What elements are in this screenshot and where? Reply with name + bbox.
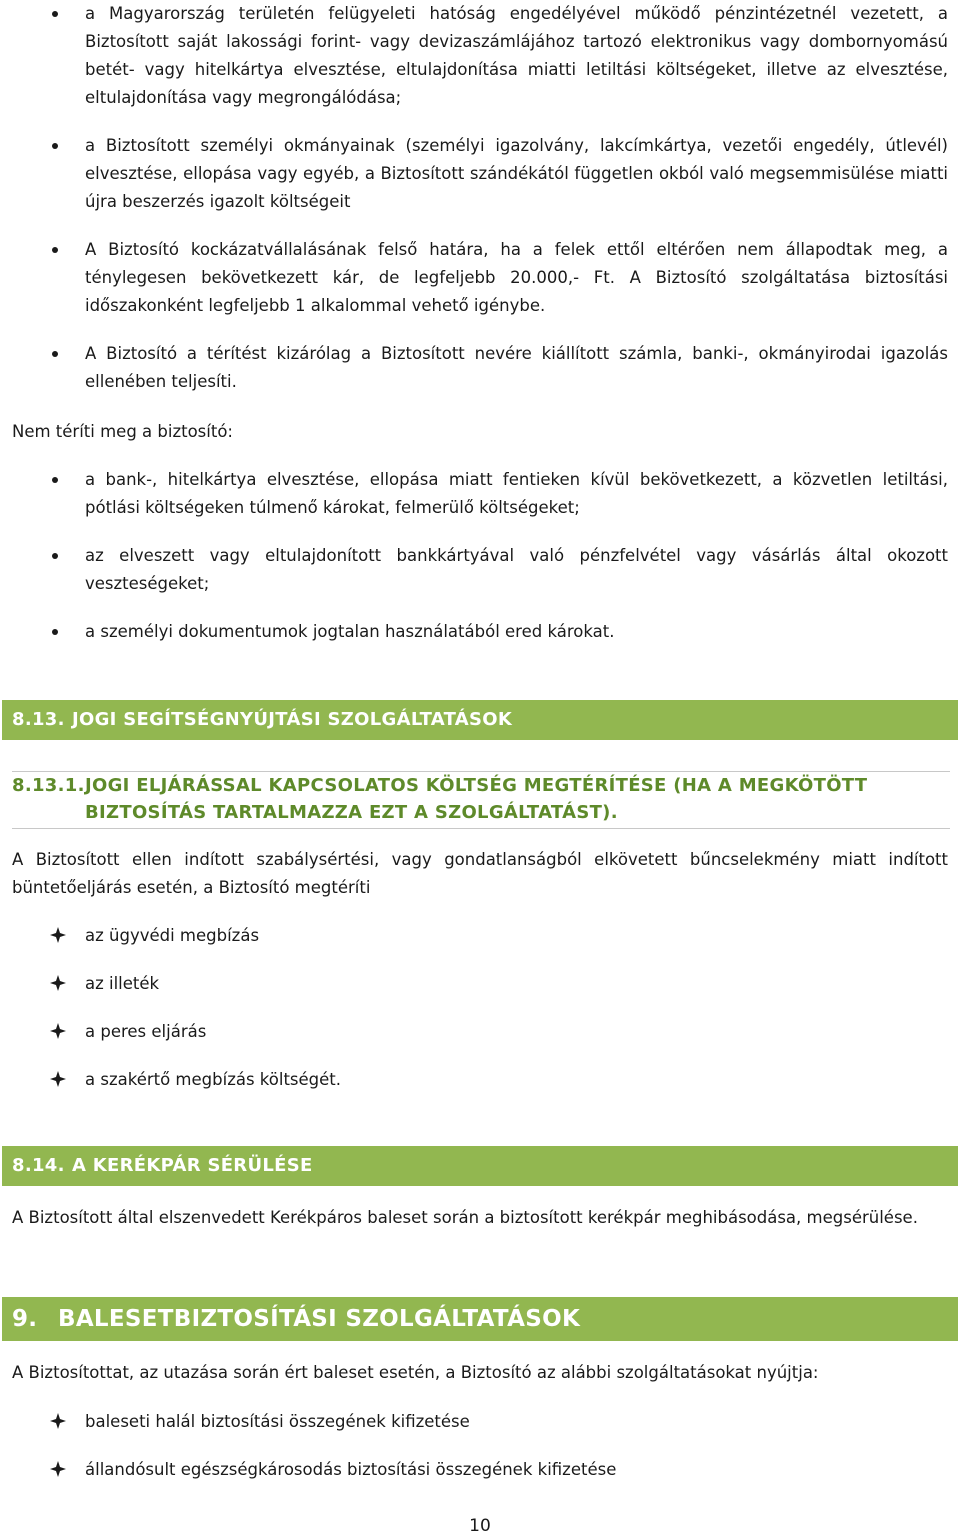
list-item xyxy=(0,542,960,598)
list-item-text: a személyi dokumentumok jogtalan használatából ered károkat. xyxy=(85,622,615,641)
list-item xyxy=(0,1018,960,1046)
subsection-heading-8-13-1 xyxy=(12,771,950,829)
list-item-text: a peres eljárás xyxy=(85,1022,207,1041)
subsection-number: 8.13.1. xyxy=(12,775,85,796)
bullet-dot-icon xyxy=(52,553,58,559)
bullet-dot-icon xyxy=(52,477,58,483)
section-heading-8-14 xyxy=(2,1146,958,1186)
list-item-text: a Magyarország területén felügyeleti hatóság engedélyével működő pénzintézetnél vezetett, a Biztosított saját lakossági forint- vagy devizaszámlájához tartozó elektronikus vagy dombornyomású betét- vagy hitelkártya elvesztése, eltulajdonítása miatti letiltási költségeket, illetve az elvesztése, eltulajdonítása vagy megrongálódása; xyxy=(85,4,948,107)
diamond-bullet-icon xyxy=(50,975,66,991)
list-item-text: a Biztosított személyi okmányainak (személyi igazolvány, lakcímkártya, vezetői engedély, útlevél) elvesztése, ellopása vagy egyéb, a Biztosított szándékától független okból való megsemmisülése miatti újra beszerzés igazolt költségeit xyxy=(85,136,948,211)
list-item xyxy=(0,132,960,216)
bullet-dot-icon xyxy=(52,11,58,17)
bullet-dot-icon xyxy=(52,247,58,253)
section-title: BALESETBIZTOSÍTÁSI SZOLGÁLTATÁSOK xyxy=(58,1306,581,1332)
list-item-text: A Biztosító kockázatvállalásának felső határa, ha a felek ettől eltérően nem állapodtak meg, a ténylegesen bekövetkezett kár, de legfeljebb 20.000,- Ft. A Biztosító szolgáltatása biztosítási időszakonként legfeljebb 1 alkalommal vehető igénybe. xyxy=(85,240,948,315)
page-number: 10 xyxy=(469,1516,491,1536)
legal-intro: A Biztosított ellen indított szabálysértési, vagy gondatlanságból elkövetett bűncselekmény miatt indított büntetőeljárás esetén, a Biztosító megtéríti xyxy=(12,850,948,897)
list-item-text: az illeték xyxy=(85,974,160,993)
coverage-list xyxy=(0,0,960,396)
list-item-text: baleseti halál biztosítási összegének kifizetése xyxy=(85,1412,470,1431)
list-item-text: a szakértő megbízás költségét. xyxy=(85,1070,342,1089)
section-title: JOGI SEGÍTSÉGNYÚJTÁSI SZOLGÁLTATÁSOK xyxy=(72,709,513,730)
diamond-bullet-icon xyxy=(50,1413,66,1429)
accident-services-list xyxy=(0,1408,960,1484)
diamond-bullet-icon xyxy=(50,1071,66,1087)
list-item-text: állandósult egészségkárosodás biztosítási összegének kifizetése xyxy=(85,1460,617,1479)
list-item xyxy=(0,618,960,646)
list-item xyxy=(0,340,960,396)
list-item xyxy=(0,1066,960,1094)
exclusion-list xyxy=(0,466,960,646)
section-title: A KERÉKPÁR SÉRÜLÉSE xyxy=(72,1155,313,1176)
list-item xyxy=(0,236,960,320)
bullet-dot-icon xyxy=(52,351,58,357)
legal-cost-list xyxy=(0,922,960,1094)
bike-damage-text: A Biztosított által elszenvedett Kerékpáros baleset során a biztosított kerékpár meghibásodása, megsérülése. xyxy=(12,1208,918,1227)
list-item-text: az ügyvédi megbízás xyxy=(85,926,260,945)
section-heading-9 xyxy=(2,1297,958,1341)
list-item xyxy=(0,1456,960,1484)
subsection-title: JOGI ELJÁRÁSSAL KAPCSOLATOS KÖLTSÉG MEGTÉRÍTÉSE (HA A MEGKÖTÖTT BIZTOSÍTÁS TARTALMAZZA EZT A SZOLGÁLTATÁST). xyxy=(85,775,868,823)
not-covered-intro: Nem téríti meg a biztosító: xyxy=(12,422,233,441)
section-number: 8.14. xyxy=(12,1155,65,1176)
list-item xyxy=(0,0,960,112)
diamond-bullet-icon xyxy=(50,927,66,943)
diamond-bullet-icon xyxy=(50,1461,66,1477)
diamond-bullet-icon xyxy=(50,1023,66,1039)
bullet-dot-icon xyxy=(52,629,58,635)
list-item-text: A Biztosító a térítést kizárólag a Biztosított nevére kiállított számla, banki-, okmányirodai igazolás ellenében teljesíti. xyxy=(85,344,948,391)
list-item xyxy=(0,970,960,998)
list-item xyxy=(0,466,960,522)
list-item xyxy=(0,1408,960,1436)
accident-intro: A Biztosítottat, az utazása során ért baleset esetén, a Biztosító az alábbi szolgáltatásokat nyújtja: xyxy=(12,1363,819,1382)
list-item xyxy=(0,922,960,950)
bullet-dot-icon xyxy=(52,143,58,149)
section-number: 9. xyxy=(12,1306,38,1332)
section-number: 8.13. xyxy=(12,709,65,730)
list-item-text: az elveszett vagy eltulajdonított bankkártyával való pénzfelvétel vagy vásárlás által okozott veszteségeket; xyxy=(85,546,948,593)
list-item-text: a bank-, hitelkártya elvesztése, ellopása miatt fentieken kívül bekövetkezett, a közvetlen letiltási, pótlási költségeken túlmenő károkat, felmerülő költségeket; xyxy=(85,470,948,517)
section-heading-8-13 xyxy=(2,700,958,740)
